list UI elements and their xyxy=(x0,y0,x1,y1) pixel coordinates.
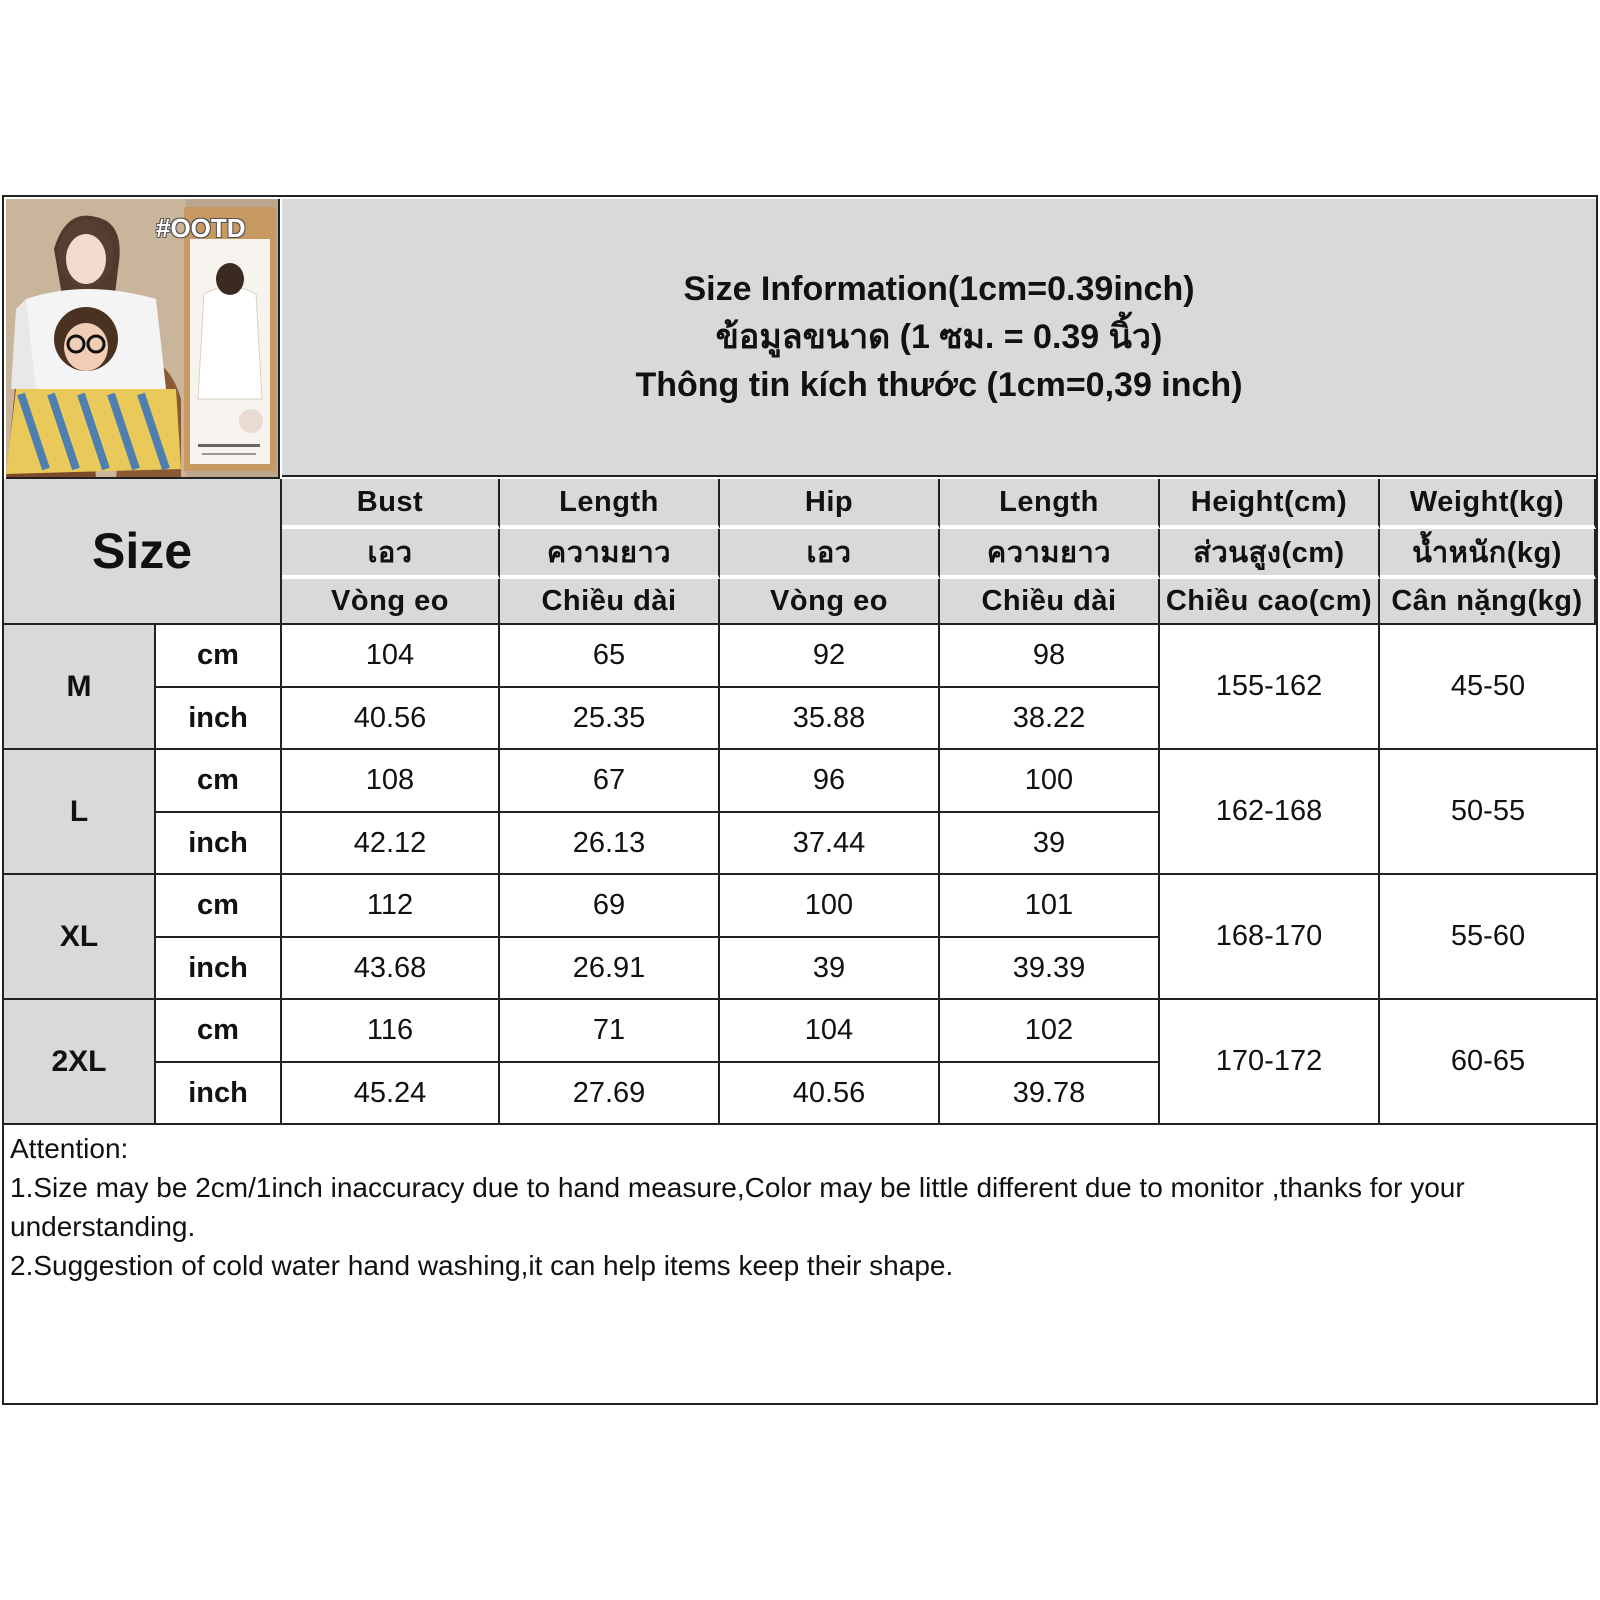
measure-cell: 35.88 xyxy=(720,688,940,750)
unit-label-cm: cm xyxy=(156,1000,282,1063)
measure-cell: 101 xyxy=(940,875,1160,938)
height-range-cell: 155-162 xyxy=(1160,625,1380,750)
unit-label-inch: inch xyxy=(156,1063,282,1125)
size-label-xl: XL xyxy=(4,875,156,1000)
measure-cell: 100 xyxy=(720,875,940,938)
measure-cell: 43.68 xyxy=(282,938,500,1000)
size-header xyxy=(4,479,282,625)
column-header-5-en: Height(cm) xyxy=(1160,479,1380,529)
column-header-1-vi: Vòng eo xyxy=(282,579,500,625)
column-header-6-en: Weight(kg) xyxy=(1380,479,1596,529)
weight-range-cell: 60-65 xyxy=(1380,1000,1596,1125)
measure-cell: 116 xyxy=(282,1000,500,1063)
unit-label-cm: cm xyxy=(156,750,282,813)
column-header-3-en: Hip xyxy=(720,479,940,529)
size-header-label: Size xyxy=(91,523,193,579)
height-range-cell: 162-168 xyxy=(1160,750,1380,875)
unit-label-cm: cm xyxy=(156,625,282,688)
column-header-5-th: ส่วนสูง(cm) xyxy=(1160,529,1380,579)
measure-cell: 112 xyxy=(282,875,500,938)
column-header-1-th: เอว xyxy=(282,529,500,579)
column-header-1-en: Bust xyxy=(282,479,500,529)
measure-cell: 102 xyxy=(940,1000,1160,1063)
title-english: Size Information(1cm=0.39inch) xyxy=(683,270,1195,308)
unit-label-inch: inch xyxy=(156,813,282,875)
measure-cell: 96 xyxy=(720,750,940,813)
measure-cell: 38.22 xyxy=(940,688,1160,750)
column-header-4-vi: Chiều dài xyxy=(940,579,1160,625)
measure-cell: 37.44 xyxy=(720,813,940,875)
unit-label-cm: cm xyxy=(156,875,282,938)
title-vietnamese: Thông tin kích thước (1cm=0,39 inch) xyxy=(635,366,1243,404)
column-header-5-vi: Chiều cao(cm) xyxy=(1160,579,1380,625)
measure-cell: 26.91 xyxy=(500,938,720,1000)
measure-cell: 98 xyxy=(940,625,1160,688)
size-label-m: M xyxy=(4,625,156,750)
measure-cell: 40.56 xyxy=(720,1063,940,1125)
column-header-2-th: ความยาว xyxy=(500,529,720,579)
measure-cell: 40.56 xyxy=(282,688,500,750)
unit-label-inch: inch xyxy=(156,938,282,1000)
measure-cell: 67 xyxy=(500,750,720,813)
weight-range-cell: 55-60 xyxy=(1380,875,1596,1000)
size-label-l: L xyxy=(4,750,156,875)
size-chart xyxy=(2,195,1598,1405)
product-photo xyxy=(6,199,280,479)
height-range-cell: 170-172 xyxy=(1160,1000,1380,1125)
weight-range-cell: 50-55 xyxy=(1380,750,1596,875)
title-block xyxy=(282,199,1596,477)
title-thai: ข้อมูลขนาด (1 ซม. = 0.39 นิ้ว) xyxy=(715,318,1163,356)
measure-cell: 100 xyxy=(940,750,1160,813)
measure-cell: 92 xyxy=(720,625,940,688)
column-header-2-en: Length xyxy=(500,479,720,529)
weight-range-cell: 45-50 xyxy=(1380,625,1596,750)
note-1: 1.Size may be 2cm/1inch inaccuracy due to hand measure,Color may be little different due to monitor ,thanks for your understanding. xyxy=(10,1172,1465,1242)
measure-cell: 65 xyxy=(500,625,720,688)
measure-cell: 27.69 xyxy=(500,1063,720,1125)
column-header-4-en: Length xyxy=(940,479,1160,529)
measure-cell: 25.35 xyxy=(500,688,720,750)
size-label-2xl: 2XL xyxy=(4,1000,156,1125)
note-2: 2.Suggestion of cold water hand washing,it can help items keep their shape. xyxy=(10,1250,954,1281)
measure-cell: 26.13 xyxy=(500,813,720,875)
ootd-badge: #OOTD xyxy=(156,213,246,243)
height-range-cell: 168-170 xyxy=(1160,875,1380,1000)
measure-cell: 108 xyxy=(282,750,500,813)
column-header-6-th: น้ำหนัก(kg) xyxy=(1380,529,1596,579)
attention-heading: Attention: xyxy=(10,1133,129,1164)
measure-cell: 39 xyxy=(940,813,1160,875)
measure-cell: 39 xyxy=(720,938,940,1000)
column-header-4-th: ความยาว xyxy=(940,529,1160,579)
measure-cell: 104 xyxy=(720,1000,940,1063)
measure-cell: 104 xyxy=(282,625,500,688)
measure-cell: 71 xyxy=(500,1000,720,1063)
measure-cell: 42.12 xyxy=(282,813,500,875)
unit-label-inch: inch xyxy=(156,688,282,750)
measure-cell: 69 xyxy=(500,875,720,938)
column-header-2-vi: Chiều dài xyxy=(500,579,720,625)
attention-notes xyxy=(4,1125,1596,1403)
measure-cell: 39.78 xyxy=(940,1063,1160,1125)
column-header-6-vi: Cân nặng(kg) xyxy=(1380,579,1596,625)
measure-cell: 39.39 xyxy=(940,938,1160,1000)
column-header-3-vi: Vòng eo xyxy=(720,579,940,625)
column-header-3-th: เอว xyxy=(720,529,940,579)
measure-cell: 45.24 xyxy=(282,1063,500,1125)
